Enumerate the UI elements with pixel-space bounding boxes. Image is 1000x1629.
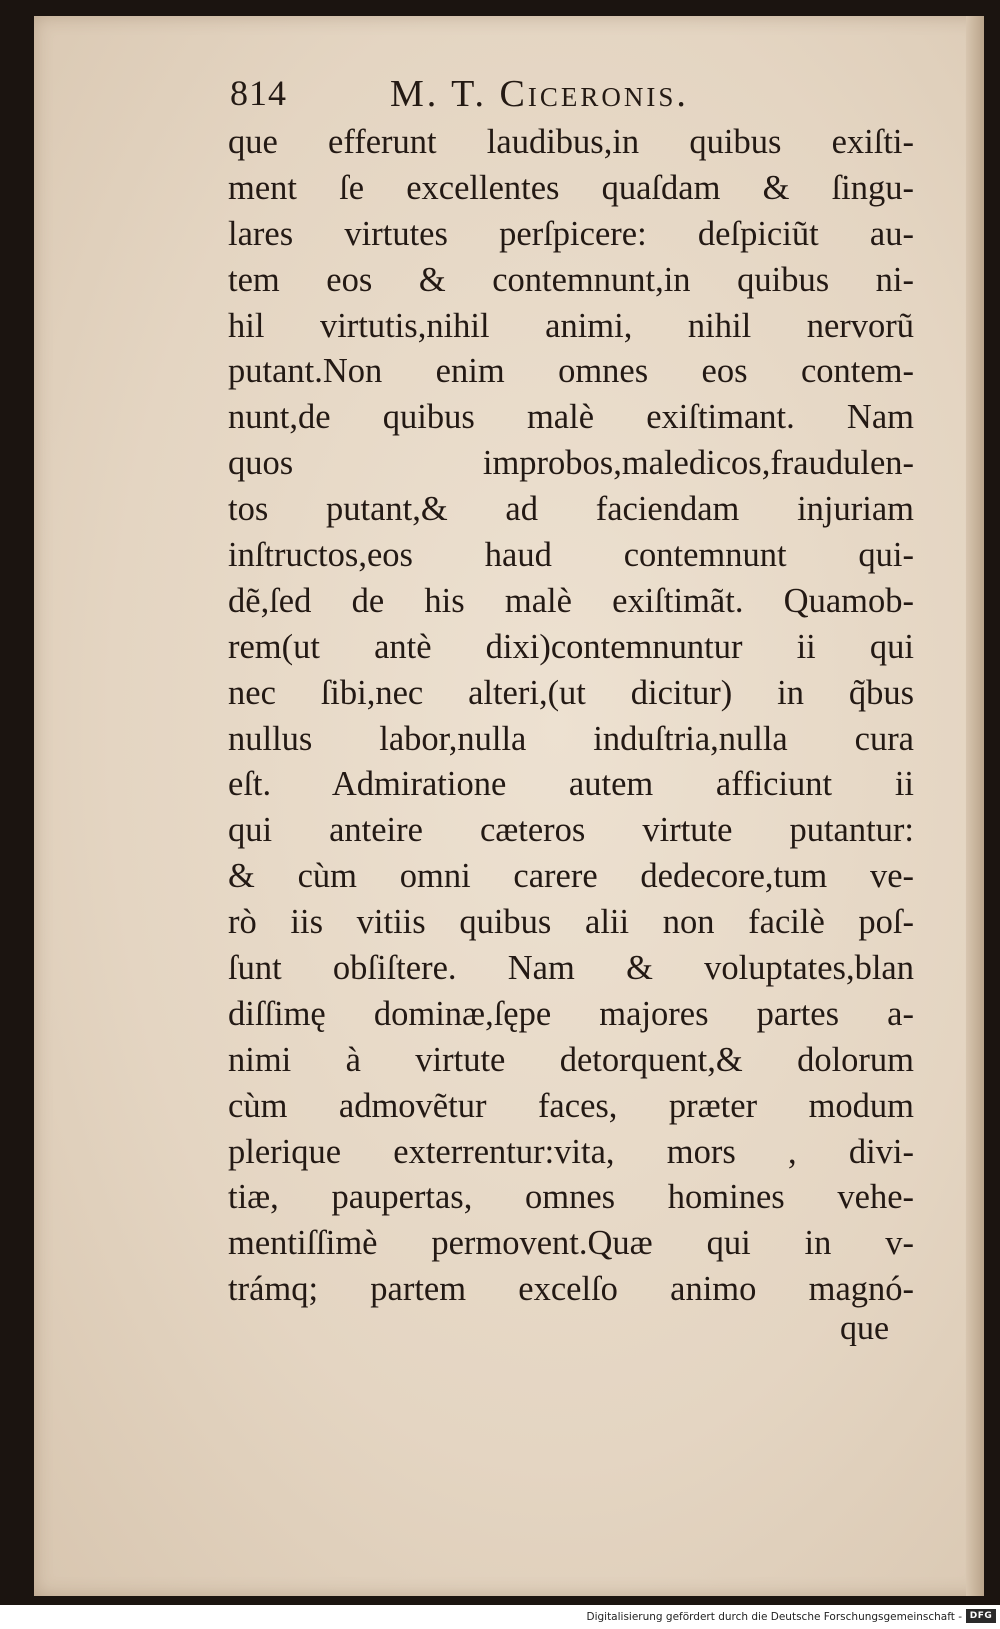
text-line: tos putant,& ad faciendam injuriam	[228, 490, 914, 529]
text-line: trámq; partem excelſo animo magnó-	[228, 1270, 914, 1309]
text-line: rò iis vitiis quibus alii non facilè poſ-	[228, 903, 914, 942]
text-line: que efferunt laudibus,in quibus exiſti-	[228, 123, 914, 161]
text-line: nec ſibi,nec alteri,(ut dicitur) in q̃bus	[228, 673, 914, 712]
text-line: qui anteire cæteros virtute putantur:	[228, 811, 914, 850]
text-line: dẽ,ſed de his malè exiſtimãt. Quamob-	[228, 581, 914, 620]
text-line: nimi à virtute detorquent,& dolorum	[228, 1040, 914, 1079]
page-gutter-shadow	[966, 16, 984, 1596]
text-line: diſſimę dominæ,ſępe majores partes a-	[228, 994, 914, 1033]
text-line: plerique exterrentur:vita, mors , divi-	[228, 1132, 914, 1171]
body-text	[228, 120, 914, 1313]
text-line: quos improbos,maledicos,fraudulen-	[228, 444, 914, 483]
text-line: lares virtutes perſpicere: deſpiciũt au-	[228, 214, 914, 253]
text-line: tiæ, paupertas, omnes homines vehe-	[228, 1178, 914, 1217]
text-line: & cùm omni carere dedecore,tum ve-	[228, 857, 914, 896]
text-line: tem eos & contemnunt,in quibus ni-	[228, 260, 914, 299]
text-line: putant.Non enim omnes eos contem-	[228, 352, 914, 391]
text-line: rem(ut antè dixi)contemnuntur ii qui	[228, 627, 914, 666]
text-line: hil virtutis,nihil animi, nihil nervorũ	[228, 306, 914, 345]
text-line: mentiſſimè permovent.Quæ qui in v-	[228, 1224, 914, 1263]
text-line: ſunt obſiſtere. Nam & voluptates,blan	[228, 949, 914, 988]
digitization-footer	[0, 1605, 1000, 1629]
page-header	[230, 72, 830, 122]
page-number: 814	[230, 73, 287, 113]
funding-credit: Digitalisierung gefördert durch die Deutsche Forschungsgemeinschaft -	[586, 1611, 962, 1623]
text-line: ment ſe excellentes quaſdam & ſingu-	[228, 168, 914, 207]
text-line: nunt,de quibus malè exiſtimant. Nam	[228, 398, 914, 437]
catchword: que	[840, 1310, 890, 1347]
dfg-logo: DFG	[966, 1609, 996, 1623]
running-head: M. T. Ciceronis.	[390, 73, 689, 115]
text-line: inſtructos,eos haud contemnunt qui-	[228, 536, 914, 575]
text-line: cùm admovẽtur faces, præter modum	[228, 1086, 914, 1125]
text-line: nullus labor,nulla induſtria,nulla cura	[228, 719, 914, 758]
text-line: eſt. Admiratione autem afficiunt ii	[228, 765, 914, 804]
